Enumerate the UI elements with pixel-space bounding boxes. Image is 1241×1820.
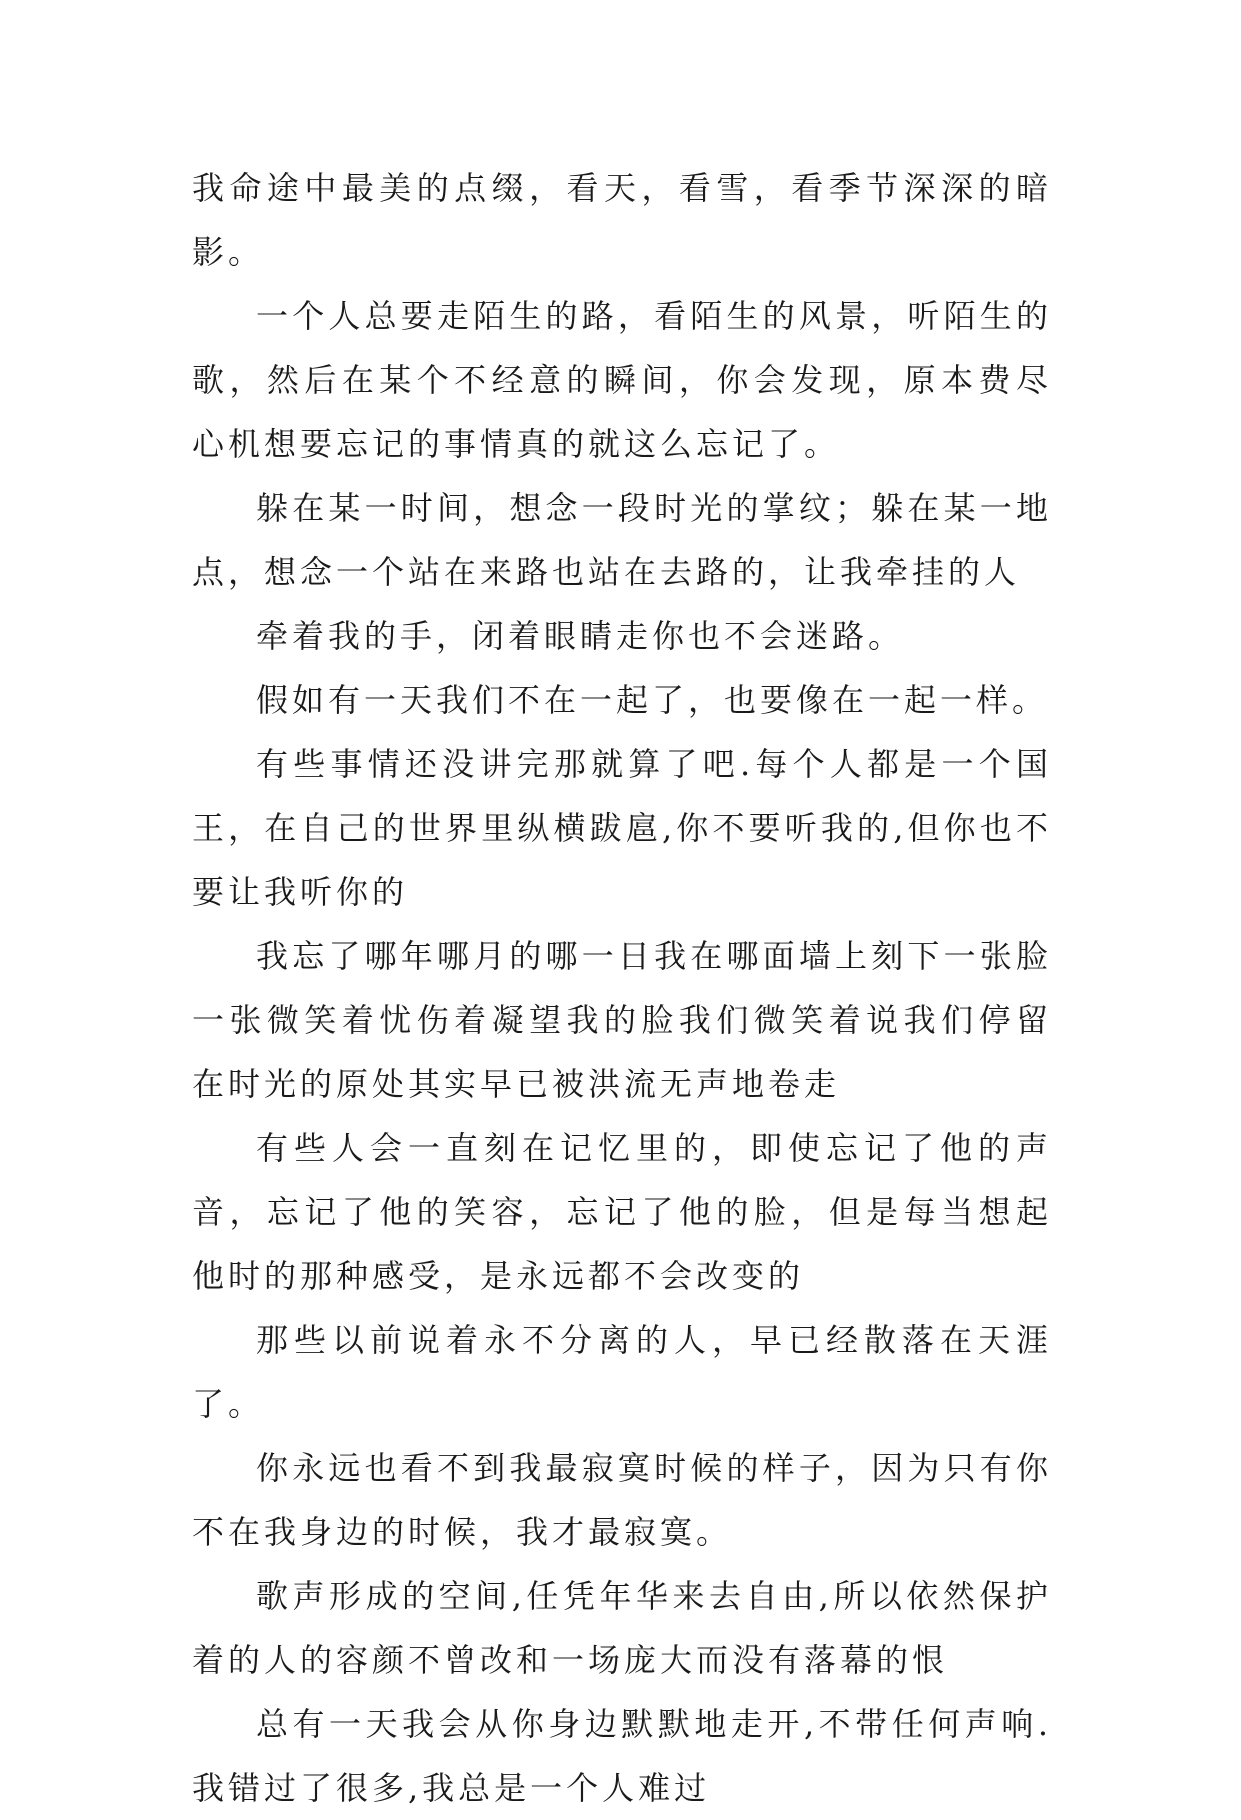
paragraph: 我忘了哪年哪月的哪一日我在哪面墙上刻下一张脸一张微笑着忧伤着凝望我的脸我们微笑着说我们停留在时光的原处其实早已被洪流无声地卷走 bbox=[192, 937, 1052, 1103]
paragraph: 你永远也看不到我最寂寞时候的样子，因为只有你不在我身边的时候，我才最寂寞。 bbox=[192, 1449, 1052, 1551]
paragraph: 有些人会一直刻在记忆里的，即使忘记了他的声音，忘记了他的笑容，忘记了他的脸，但是每当想起他时的那种感受，是永远都不会改变的 bbox=[192, 1129, 1052, 1295]
paragraph: 有些事情还没讲完那就算了吧.每个人都是一个国王，在自己的世界里纵横跋扈,你不要听我的,但你也不要让我听你的 bbox=[192, 745, 1052, 911]
paragraph: 牵着我的手，闭着眼睛走你也不会迷路。 bbox=[256, 617, 905, 655]
paragraph: 我命途中最美的点缀，看天，看雪，看季节深深的暗影。 bbox=[192, 169, 1052, 271]
paragraph: 总有一天我会从你身边默默地走开,不带任何声响.我错过了很多,我总是一个人难过 bbox=[192, 1705, 1052, 1807]
paragraph: 躲在某一时间，想念一段时光的掌纹；躲在某一地点，想念一个站在来路也站在去路的，让我牵挂的人 bbox=[192, 489, 1052, 591]
paragraph: 一个人总要走陌生的路，看陌生的风景，听陌生的歌，然后在某个不经意的瞬间，你会发现，原本费尽心机想要忘记的事情真的就这么忘记了。 bbox=[192, 297, 1052, 463]
paragraph: 那些以前说着永不分离的人，早已经散落在天涯了。 bbox=[192, 1321, 1052, 1423]
paragraph: 歌声形成的空间,任凭年华来去自由,所以依然保护着的人的容颜不曾改和一场庞大而没有落幕的恨 bbox=[192, 1577, 1052, 1679]
document-body bbox=[192, 156, 1052, 1820]
paragraph: 假如有一天我们不在一起了，也要像在一起一样。 bbox=[256, 681, 1049, 719]
